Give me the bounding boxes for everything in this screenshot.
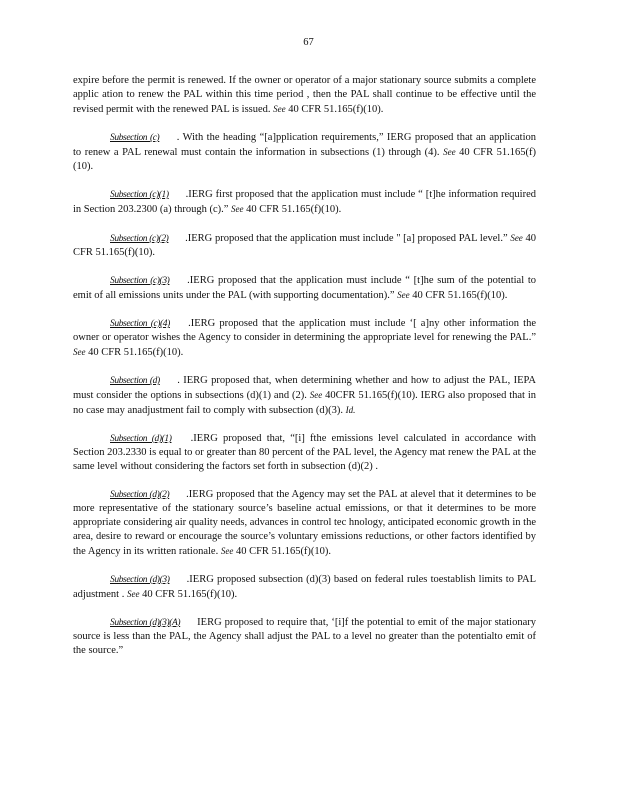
paragraph-text: . IERG proposed that, when determining whether and how to adjust the PAL, IEPA must consider the options in subsections (d)(1) and (2). xyxy=(73,375,537,401)
citation-signal: See xyxy=(273,104,286,114)
paragraph xyxy=(73,131,536,174)
paragraph-text: .IERG proposed that the Agency may set the PAL at alevel that it determines to be more representative of the stationary source’s baseline actual emissions, or that it determines to be more appropriate considering air quality needs, advances in control tec hnology, anticipated economic growth in the area, desire to reward or encourage the source’s voluntary emissions reductions, or other factors identified by the Agency in its written rationale. xyxy=(73,489,537,557)
paragraph-text: IERG proposed to require that, ‘[i]f the potential to emit of the major stationary source is less than the PAL, the Agency shall adjust the PAL to a level no greater than the potentialto emit of the source.” xyxy=(73,617,536,656)
citation-signal: See xyxy=(397,290,410,300)
citation-text: 40 CFR 51.165(f)(10). xyxy=(73,147,537,172)
paragraph xyxy=(73,317,536,360)
paragraph xyxy=(73,573,536,602)
citation-signal: See xyxy=(510,233,523,243)
id-citation: Id. xyxy=(345,405,356,415)
subsection-heading: Subsection (c)(4) xyxy=(110,319,170,329)
paragraph xyxy=(73,231,536,260)
citation-text: 40 CFR 51.165(f)(10). xyxy=(412,290,508,301)
paragraph-text: .IERG proposed that the application must include “ [t]he sum of the potential to emit of all emissions units under the PAL (with supporting documentation).” xyxy=(73,275,537,301)
paragraph-text: .IERG proposed that the application must include ‘[ a]ny other information the owner or operator wishes the Agency to consider in determining the appropriate level for renewing the PAL.” xyxy=(73,318,537,343)
citation-text: 40 CFR 51.165(f)(10). xyxy=(73,233,537,258)
citation-text: 40 CFR 51.165(f)(10). xyxy=(246,204,342,215)
citation-signal: See xyxy=(126,589,140,599)
citation-signal: See xyxy=(231,204,244,214)
paragraph-text: expire before the permit is renewed. If the owner or operator of a major stationary source submits a complete applic ation to renew the PAL within this time period , then the PAL shall continue to be effective until the revised permit with the renewed PAL is issued. xyxy=(73,75,536,115)
paragraph-text: .IERG proposed that, “[i] fthe emissions level calculated in accordance with Section 203.2330 is equal to or greater than 80 percent of the PAL level, the Agency mat renew the PAL at the same level without considering the factors set forth in subsection (d)(2) . xyxy=(73,433,536,472)
paragraph xyxy=(73,432,536,474)
subsection-heading: Subsection (d)(3)(A) xyxy=(110,618,181,628)
subsection-heading: Subsection (d) xyxy=(110,376,160,386)
citation-text: 40 CFR 51.165(f)(10). xyxy=(88,347,184,358)
citation-text: 40 CFR 51.165(f)(10). xyxy=(288,104,384,115)
paragraph xyxy=(73,488,536,559)
citation-signal: See xyxy=(309,390,323,400)
document-body xyxy=(73,74,536,658)
subsection-heading: Subsection (c) xyxy=(110,133,160,143)
subsection-heading: Subsection (d)(1) xyxy=(110,434,172,444)
subsection-heading: Subsection (c)(1) xyxy=(110,190,169,200)
paragraph-text: .IERG proposed that the application must include " [a] proposed PAL level.” xyxy=(185,233,508,244)
citation-text: 40CFR 51.165(f)(10). IERG also proposed that in no case may anadjustment fail to comply with subsection (d)(3). xyxy=(73,390,536,416)
paragraph xyxy=(73,274,536,303)
paragraph-text: .IERG first proposed that the application must include “ [t]he information required in Section 203.2300 (a) through (c).” xyxy=(73,189,536,215)
paragraph xyxy=(73,616,536,658)
paragraph-text: .IERG proposed subsection (d)(3) based on federal rules toestablish limits to PAL adjustment . xyxy=(73,574,537,600)
paragraph xyxy=(73,188,536,217)
paragraph xyxy=(73,74,536,117)
citation-signal: See xyxy=(443,147,456,157)
subsection-heading: Subsection (c)(3) xyxy=(110,276,170,286)
citation-text: 40 CFR 51.165(f)(10). xyxy=(235,546,332,557)
citation-signal: See xyxy=(73,347,86,357)
citation-signal: See xyxy=(220,546,234,556)
paragraph xyxy=(73,374,536,418)
subsection-heading: Subsection (c)(2) xyxy=(110,234,169,244)
paragraph-text: . With the heading “[a]pplication requirements,” IERG proposed that an application to renew a PAL renewal must contain the information in subsections (1) through (4). xyxy=(73,132,537,158)
citation-text: 40 CFR 51.165(f)(10). xyxy=(142,589,238,600)
page-number: 67 xyxy=(303,37,314,48)
subsection-heading: Subsection (d)(3) xyxy=(110,575,170,585)
subsection-heading: Subsection (d)(2) xyxy=(110,490,170,500)
